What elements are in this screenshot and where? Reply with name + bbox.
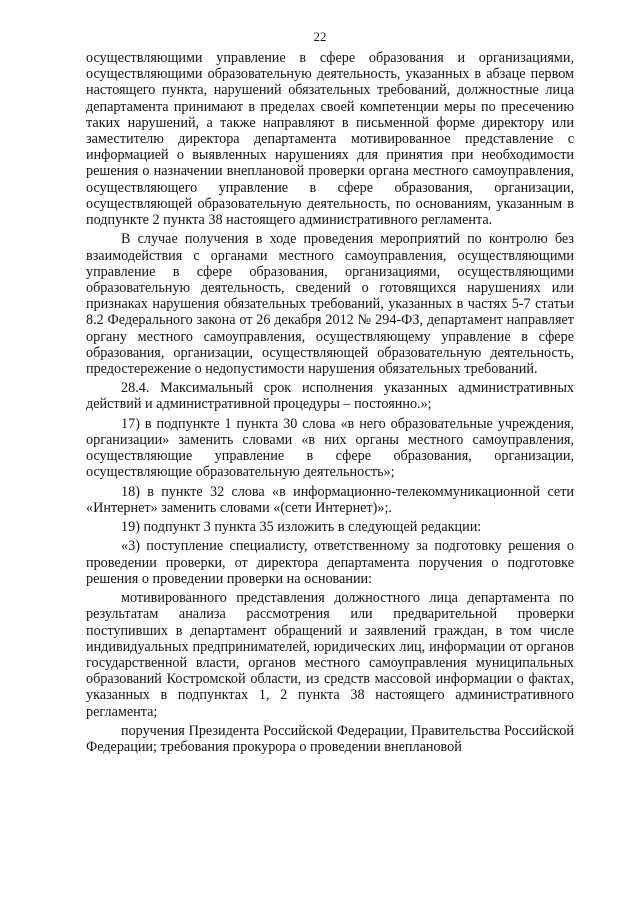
paragraph-motivated-representation: мотивированного представления должностного лица департамента по результатам анализа рассмотрения или предварительной проверки поступивших в департамент обращений и заявлений граждан, в том числе индивидуальных предпринимателей, юридических лиц, информации от органов государственной власти, органов местного самоуправления муниципальных образований Костромской области, из средств массовой информации о фактах, указанных в подпунктах 1, 2 пункта 38 настоящего административного регламента; (86, 590, 574, 720)
page-number: 22 (313, 29, 327, 44)
paragraph-continuation: осуществляющими управление в сфере образования и организациями, осуществляющими образовательную деятельность, указанных в абзаце первом настоящего пункта, нарушений обязательных требований, должностные лица департамента принимают в пределах своей компетенции меры по пресечению таких нарушений, а также направляют в письменной форме директору или заместителю директора департамента мотивированное представление с информацией о выявленных нарушениях для принятия при необходимости решения о назначении внеплановой проверки органа местного самоуправления, осуществляющего управление в сфере образования, организации, осуществляющей образовательную деятельность, по основаниям, указанным в подпункте 2 пункта 38 настоящего административного регламента. (86, 50, 574, 229)
paragraph-instructions: поручения Президента Российской Федерации, Правительства Российской Федерации; требования прокурора о проведении внеплановой (86, 722, 574, 756)
paragraph-item-17: 17) в подпункте 1 пункта 30 слова «в него образовательные учреждения, организации» заменить словами «в них органы местного самоуправления, осуществляющие управление в сфере образования, организации, осуществляющие образовательную деятельность»; (86, 415, 574, 481)
paragraph-subitem-3: «3) поступление специалисту, ответственному за подготовку решения о проведении проверки, от директора департамента поручения о подготовке решения о проведении проверки на основании: (86, 538, 574, 587)
paragraph-preventive-warning: В случае получения в ходе проведения мероприятий по контролю без взаимодействия с органами местного самоуправления, осуществляющими управление в сфере образования, организациями, осуществляющими образовательную деятельность, сведений о готовящихся нарушениях или признаках нарушения обязательных требований, указанных в частях 5-7 статьи 8.2 Федерального закона от 26 декабря 2012 № 294-ФЗ, департамент направляет органу местного самоуправления, осуществляющему управление в сфере образования, организации, осуществляющей образовательную деятельность, предостережение о недопустимости нарушения обязательных требований. (86, 231, 574, 377)
paragraph-28-4: 28.4. Максимальный срок исполнения указанных административных действий и административной процедуры – постоянно.»; (86, 380, 574, 413)
document-body (86, 50, 574, 758)
paragraph-item-18: 18) в пункте 32 слова «в информационно-телекоммуникационной сети «Интернет» заменить словами «(сети Интернет)»;. (86, 483, 574, 516)
paragraph-item-19: 19) подпункт 3 пункта 35 изложить в следующей редакции: (121, 519, 482, 536)
